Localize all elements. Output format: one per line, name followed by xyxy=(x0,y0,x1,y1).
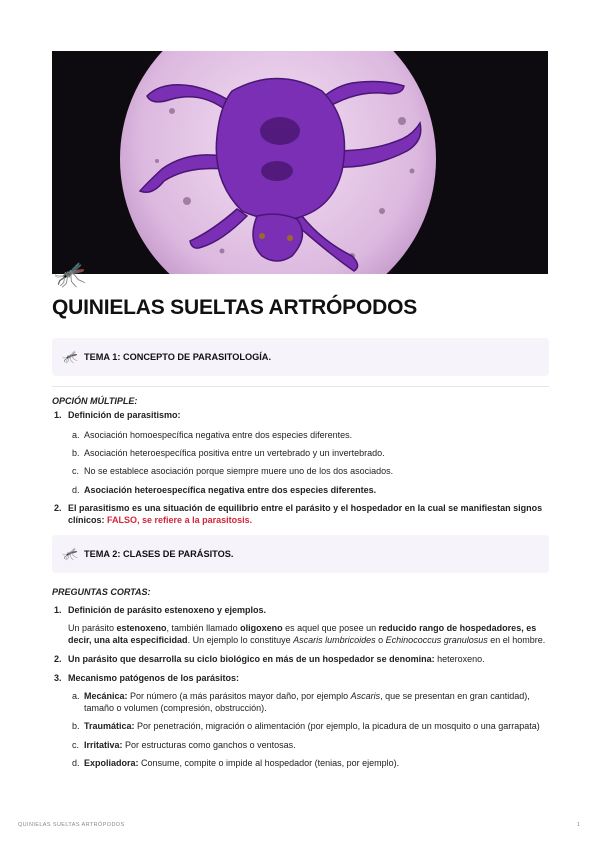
text-run: Por número (a más parásitos mayor daño, por ejemplo xyxy=(127,691,351,701)
mosquito-icon: 🦟 xyxy=(54,259,87,289)
text-run: decir, una alta especificidad xyxy=(68,635,188,645)
list-number: 2. xyxy=(54,654,62,664)
page-footer: QUINIELAS SUELTAS ARTRÓPODOS xyxy=(18,822,125,828)
text-run: Ascaris lumbricoides xyxy=(293,635,376,645)
text-run: Consume, compite o impide al hospedador (tenias, por ejemplo). xyxy=(138,758,400,768)
text-run: es aquel que posee un xyxy=(282,623,379,633)
list-number: 1. xyxy=(54,605,62,615)
list-number: 3. xyxy=(54,673,62,683)
list-number: 2. xyxy=(54,503,62,513)
question-text: clínicos: xyxy=(68,515,105,525)
divider xyxy=(52,386,549,387)
mechanism-label: Irritativa: xyxy=(84,740,123,750)
option-letter: c. xyxy=(72,466,80,476)
text-run: tamaño o volumen (compresión, obstrucción). xyxy=(84,703,267,713)
mechanism-label: Traumática: xyxy=(84,721,135,731)
section-label-short-questions: PREGUNTAS CORTAS: xyxy=(52,587,151,597)
option-letter: a. xyxy=(72,691,80,701)
text-run: Por estructuras como ganchos o ventosas. xyxy=(122,740,296,750)
question-title: Definición de parasitismo: xyxy=(68,410,181,420)
mosquito-icon: 🦟 xyxy=(62,349,79,364)
option-letter: d. xyxy=(72,485,80,495)
mosquito-icon: 🦟 xyxy=(62,546,79,561)
section-label-multiple-choice: OPCIÓN MÚLTIPLE: xyxy=(52,396,138,406)
tema2-label: TEMA 2: CLASES DE PARÁSITOS. xyxy=(84,549,234,559)
option-text: Asociación homoespecífica negativa entre dos especies diferentes. xyxy=(84,430,353,440)
question-title: Definición de parásito estenoxeno y ejemplos. xyxy=(68,605,267,615)
tema1-label: TEMA 1: CONCEPTO DE PARASITOLOGÍA. xyxy=(84,352,271,362)
page-title: QUINIELAS SUELTAS ARTRÓPODOS xyxy=(52,296,418,319)
cover-image xyxy=(52,51,548,274)
text-run: Un parásito xyxy=(68,623,117,633)
text-run: , también llamado xyxy=(166,623,241,633)
option-letter: a. xyxy=(72,430,80,440)
page-number: 1 xyxy=(576,822,580,828)
text-run: estenoxeno xyxy=(116,623,167,633)
option-letter: b. xyxy=(72,721,80,731)
text-run: , que se presentan en gran cantidad), xyxy=(380,691,530,701)
option-letter: c. xyxy=(72,740,80,750)
mechanism-label: Mecánica: xyxy=(84,691,128,701)
text-run: o xyxy=(375,635,386,645)
text-run: Echinococcus granulosus xyxy=(385,635,488,645)
text-run: en el hombre. xyxy=(487,635,546,645)
mechanism-label: Expoliadora: xyxy=(84,758,139,768)
text-run: . Un ejemplo lo constituye xyxy=(187,635,294,645)
tema1-callout xyxy=(52,338,549,376)
question-text: El parasitismo es una situación de equilibrio entre el parásito y el hospedador en la cual se manifiestan signos xyxy=(68,503,543,513)
answer-text: FALSO, se refiere a la parasitosis. xyxy=(107,515,253,525)
text-run: Por penetración, migración o alimentación (por ejemplo, la picadura de un mosquito o una garrapata) xyxy=(134,721,540,731)
option-text-correct: Asociación heteroespecífica negativa entre dos especies diferentes. xyxy=(84,485,377,495)
text-run: reducido rango de hospedadores, es xyxy=(378,623,537,633)
option-text: No se establece asociación porque siempre muere uno de los dos asociados. xyxy=(84,466,394,476)
question-text: Un parásito que desarrolla su ciclo biológico en más de un hospedador se denomina: xyxy=(68,654,435,664)
option-text: Asociación heteroespecífica positiva entre un vertebrado y un invertebrado. xyxy=(84,448,385,458)
answer-text: heteroxeno. xyxy=(434,654,485,664)
question-title: Mecanismo patógenos de los parásitos: xyxy=(68,673,240,683)
list-number: 1. xyxy=(54,410,62,420)
option-letter: d. xyxy=(72,758,80,768)
tema2-callout xyxy=(52,535,549,573)
option-letter: b. xyxy=(72,448,80,458)
text-run: oligoxeno xyxy=(240,623,283,633)
text-run: Ascaris xyxy=(350,691,381,701)
